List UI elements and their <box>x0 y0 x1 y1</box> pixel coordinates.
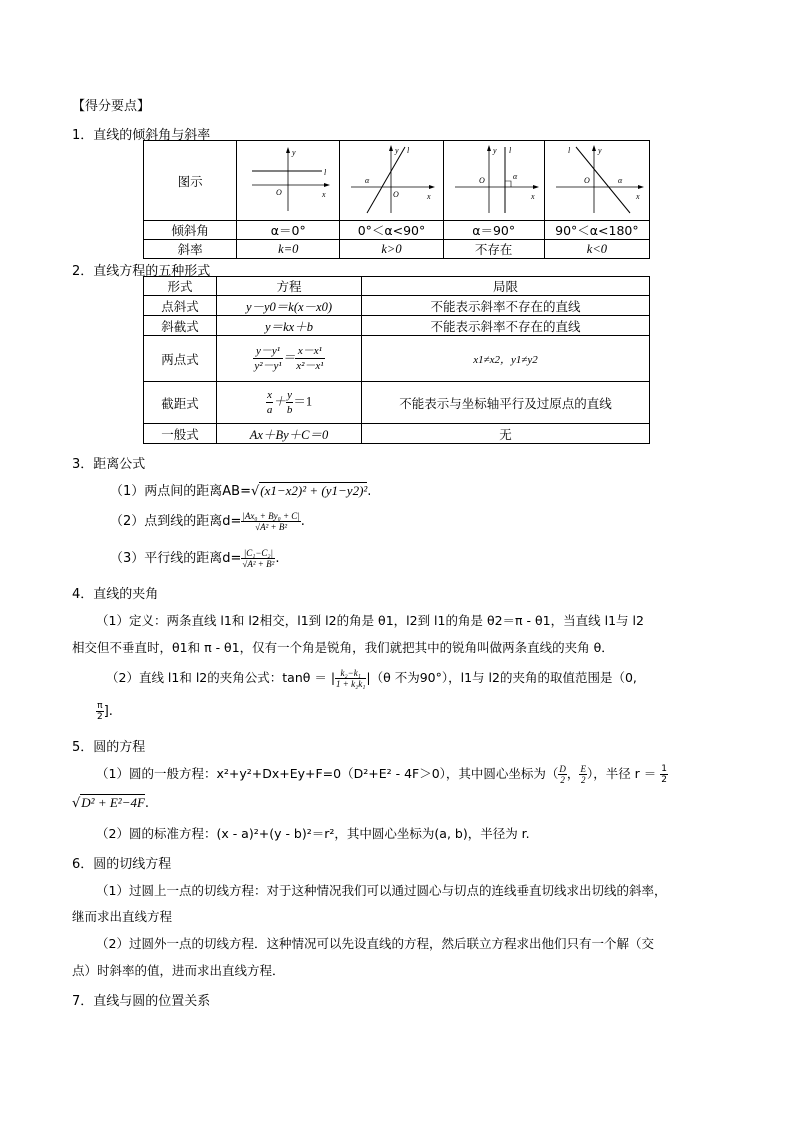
form-equation: $\frac{\text{y－y¹}}{\text{y²－y¹}}$ ＝ $\frac{\text{x－x¹}}{\text{x²－x¹}}$ <box>217 336 362 382</box>
form-limit: x1≠x2，y1≠y2 <box>362 336 650 382</box>
tangent-inside-line1: （1）过圆上一点的切线方程：对于这种情况我们可以通过圆心与切点的连线垂直切线求出切线的斜率， <box>96 883 667 898</box>
svg-text:x: x <box>322 190 326 199</box>
diagram-negative-slope <box>544 141 649 221</box>
slope-cell: k=0 <box>237 240 340 259</box>
diagram-zero-slope <box>237 141 340 221</box>
diagram-vertical-line <box>443 141 544 221</box>
svg-text:O: O <box>583 176 590 185</box>
angle-cell: α＝0° <box>237 221 340 240</box>
tangent-inside-line2: 继而求出直线方程 <box>72 909 173 924</box>
svg-text:x: x <box>427 192 432 201</box>
svg-text:α: α <box>512 172 517 181</box>
svg-text:x: x <box>530 192 535 201</box>
svg-text:x: x <box>635 192 640 201</box>
section5-title: 5．圆的方程 <box>72 740 146 755</box>
header-limit: 局限 <box>362 277 650 296</box>
svg-text:α: α <box>365 176 370 185</box>
tangent-outside-line2: 点）时斜率的值，进而求出直线方程． <box>72 963 285 978</box>
svg-text:l: l <box>324 168 327 177</box>
angle-cell: 0°＜α<90° <box>340 221 443 240</box>
section7-title: 7．直线与圆的位置关系 <box>72 994 211 1009</box>
form-limit: 无 <box>362 424 650 444</box>
distance-point-line: （2）点到线的距离d= $\frac{\text{|Ax₀ + By₀ + C|}}{\text{√A² + B²}}$ . <box>110 511 305 532</box>
section2-title: 2．直线方程的五种形式 <box>72 264 211 279</box>
form-limit: 不能表示斜率不存在的直线 <box>362 296 650 316</box>
row-label-slope: 斜率 <box>144 240 237 259</box>
form-name: 斜截式 <box>144 316 217 336</box>
slope-cell: k>0 <box>340 240 443 259</box>
form-equation: y－y0＝k(x－x0) <box>217 296 362 316</box>
svg-text:α: α <box>617 176 623 185</box>
angle-cell: 90°＜α<180° <box>544 221 649 240</box>
angle-definition-line1: （1）定义：两条直线 l1和 l2相交，l1到 l2的角是 θ1，l2到 l1的角是 θ2＝π - θ1，当直线 l1与 l2 <box>96 613 644 628</box>
circle-standard-equation: （2）圆的标准方程：(x - a)²+(y - b)²＝r²，其中圆心坐标为(a, b)，半径为 r. <box>96 826 530 841</box>
form-limit: 不能表示与坐标轴平行及过原点的直线 <box>362 382 650 424</box>
angle-formula: （2）直线 l1和 l2的夹角公式：tanθ ＝ | $\frac{\text{k₂−k₁}}{\text{1 + k₂k₁}}$ |（θ 不为90°），l1与 l2的夹角的取值范围是（0, <box>106 668 637 689</box>
svg-text:O: O <box>276 188 283 197</box>
header-equation: 方程 <box>217 277 362 296</box>
form-name: 点斜式 <box>144 296 217 316</box>
section3-title: 3．距离公式 <box>72 457 146 472</box>
slope-table <box>143 140 650 259</box>
section4-title: 4．直线的夹角 <box>72 587 159 602</box>
svg-text:y: y <box>492 146 497 155</box>
slope-cell: k<0 <box>544 240 649 259</box>
angle-cell: α＝90° <box>443 221 544 240</box>
svg-text:y: y <box>395 146 400 155</box>
svg-text:O: O <box>393 190 400 199</box>
distance-two-points: （1）两点间的距离AB=√(x1−x2)² + (y1−y2)². <box>110 483 372 499</box>
line-forms-table <box>143 276 650 444</box>
circle-general-equation: （1）圆的一般方程：x²+y²+Dx+Ey+F=0（D²+E² - 4F＞0），其中圆心坐标为（ $\frac{D}{2}$ ， $\frac{E}{2}$ ），半径 r ＝ $\frac{1}{2}$ <box>96 764 667 785</box>
circle-radius-root: √D² + E²−4F. <box>72 795 150 811</box>
section-heading: 【得分要点】 <box>72 99 151 114</box>
form-name: 一般式 <box>144 424 217 444</box>
slope-cell: 不存在 <box>443 240 544 259</box>
tangent-outside-line1: （2）过圆外一点的切线方程．这种情况可以先设直线的方程，然后联立方程求出他们只有一个解（交 <box>96 936 654 951</box>
row-label-angle: 倾斜角 <box>144 221 237 240</box>
diagram-positive-slope <box>340 141 443 221</box>
section6-title: 6．圆的切线方程 <box>72 857 172 872</box>
form-name: 两点式 <box>144 336 217 382</box>
svg-text:l: l <box>407 146 410 155</box>
svg-text:O: O <box>478 176 485 185</box>
svg-text:l: l <box>567 146 571 155</box>
form-limit: 不能表示斜率不存在的直线 <box>362 316 650 336</box>
angle-range-end: $\frac{\pi}{2}$ ]. <box>97 701 113 722</box>
distance-parallel-lines: （3）平行线的距离d= $\frac{\text{|C₁−C₂|}}{\text{√A² + B²}}$ . <box>110 548 280 569</box>
row-label-diagram: 图示 <box>144 141 237 221</box>
svg-text:l: l <box>508 146 511 155</box>
svg-text:y: y <box>292 148 296 157</box>
form-equation: $\frac{x}{a}$ ＋ $\frac{y}{b}$ ＝1 <box>217 382 362 424</box>
form-name: 截距式 <box>144 382 217 424</box>
form-equation: Ax＋By＋C＝0 <box>217 424 362 444</box>
header-form: 形式 <box>144 277 217 296</box>
form-equation: y＝kx＋b <box>217 316 362 336</box>
section1-title: 1．直线的倾斜角与斜率 <box>72 128 211 143</box>
svg-text:y: y <box>597 146 602 155</box>
angle-definition-line2: 相交但不垂直时，θ1和 π - θ1，仅有一个角是锐角，我们就把其中的锐角叫做两条直线的夹角 θ． <box>72 640 614 655</box>
